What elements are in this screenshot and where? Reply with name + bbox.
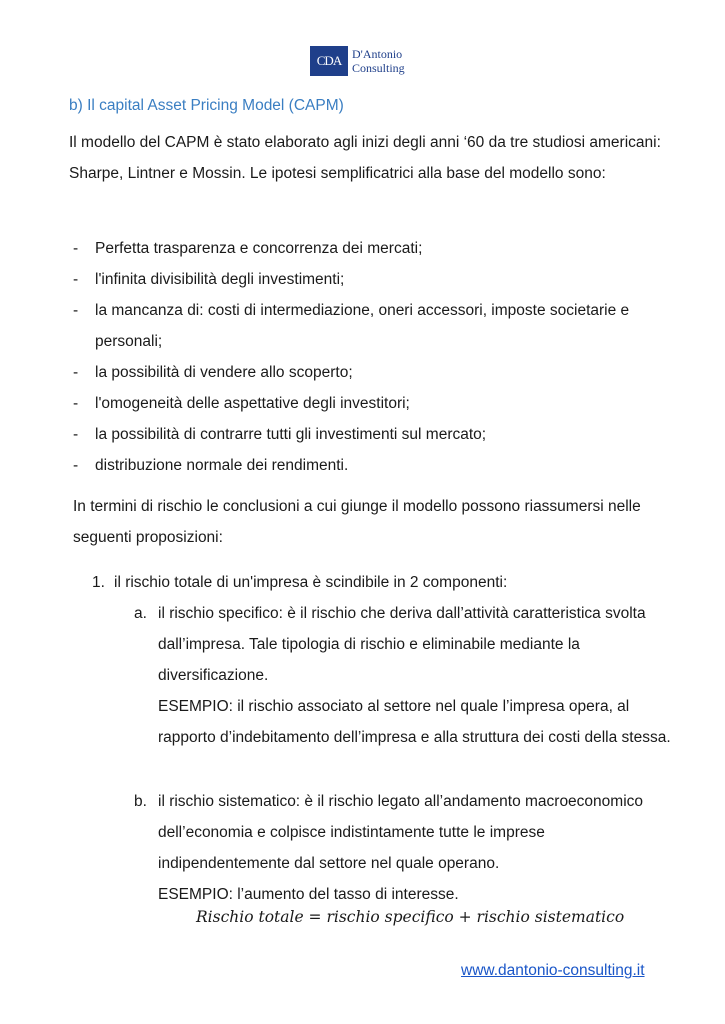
numbered-item	[92, 567, 672, 598]
list-item-text: la mancanza di: costi di intermediazione, oneri accessori, imposte societarie e personali;	[95, 302, 630, 350]
sub-a-text: il rischio specifico: è il rischio che deriva dall’attività caratteristica svolta dall’impresa. Tale tipologia di rischio e eliminabile mediante la diversificazione.	[158, 605, 646, 684]
bullet-marker: -	[73, 302, 79, 319]
list-item-text: la possibilità di contrarre tutti gli investimenti sul mercato;	[95, 426, 487, 443]
sub-b-text: il rischio sistematico: è il rischio legato all’andamento macroeconomico dell’economia e colpisce indistintamente tutte le imprese indipendentemente dal settore nel quale operano.	[158, 793, 644, 872]
bullet-marker: -	[73, 457, 79, 474]
website-link[interactable]: www.dantonio-consulting.it	[461, 962, 645, 979]
conclusion-paragraph: In termini di rischio le conclusioni a cui giunge il modello possono riassumersi nelle seguenti proposizioni:	[73, 498, 641, 546]
section-title: b) Il capital Asset Pricing Model (CAPM)	[69, 97, 344, 114]
sub-item-b	[134, 786, 674, 910]
bullet-marker: -	[73, 271, 79, 288]
list-item	[69, 388, 669, 419]
list-item	[69, 264, 669, 295]
bullet-marker: -	[73, 395, 79, 412]
bullet-marker: -	[73, 364, 79, 381]
list-item	[69, 233, 669, 264]
company-logo	[310, 46, 405, 76]
bullet-marker: -	[73, 240, 79, 257]
logo-line-1: D'Antonio	[352, 47, 403, 61]
risk-formula: Rischio totale = rischio specifico + rischio sistematico	[196, 908, 625, 926]
logo-line-2: Consulting	[352, 61, 405, 75]
numbered-marker: 1.	[92, 574, 105, 591]
list-item	[69, 450, 669, 481]
list-item-text: la possibilità di vendere allo scoperto;	[95, 364, 353, 381]
numbered-text: il rischio totale di un'impresa è scindibile in 2 componenti:	[114, 574, 508, 591]
sub-marker-b: b.	[134, 793, 147, 810]
list-item-text: distribuzione normale dei rendimenti.	[95, 457, 349, 474]
list-item	[69, 419, 669, 450]
sub-item-a	[134, 598, 674, 753]
list-item-text: l'infinita divisibilità degli investimenti;	[95, 271, 345, 288]
logo-text	[352, 47, 405, 75]
list-item-text: Perfetta trasparenza e concorrenza dei mercati;	[95, 240, 423, 257]
sub-marker-a: a.	[134, 605, 147, 622]
intro-paragraph: Il modello del CAPM è stato elaborato agli inizi degli anni ‘60 da tre studiosi americani: Sharpe, Lintner e Mossin. Le ipotesi semplificatrici alla base del modello sono:	[69, 134, 661, 182]
logo-mark: CDA	[310, 46, 348, 76]
sub-b-example: ESEMPIO: l’aumento del tasso di interesse.	[158, 886, 459, 903]
list-item-text: l'omogeneità delle aspettative degli investitori;	[95, 395, 410, 412]
assumptions-list	[69, 233, 669, 481]
sub-a-example: ESEMPIO: il rischio associato al settore nel quale l’impresa opera, al rapporto d’indebitamento dell’impresa e alla struttura dei costi della stessa.	[158, 698, 671, 746]
list-item	[69, 295, 669, 357]
bullet-marker: -	[73, 426, 79, 443]
list-item	[69, 357, 669, 388]
